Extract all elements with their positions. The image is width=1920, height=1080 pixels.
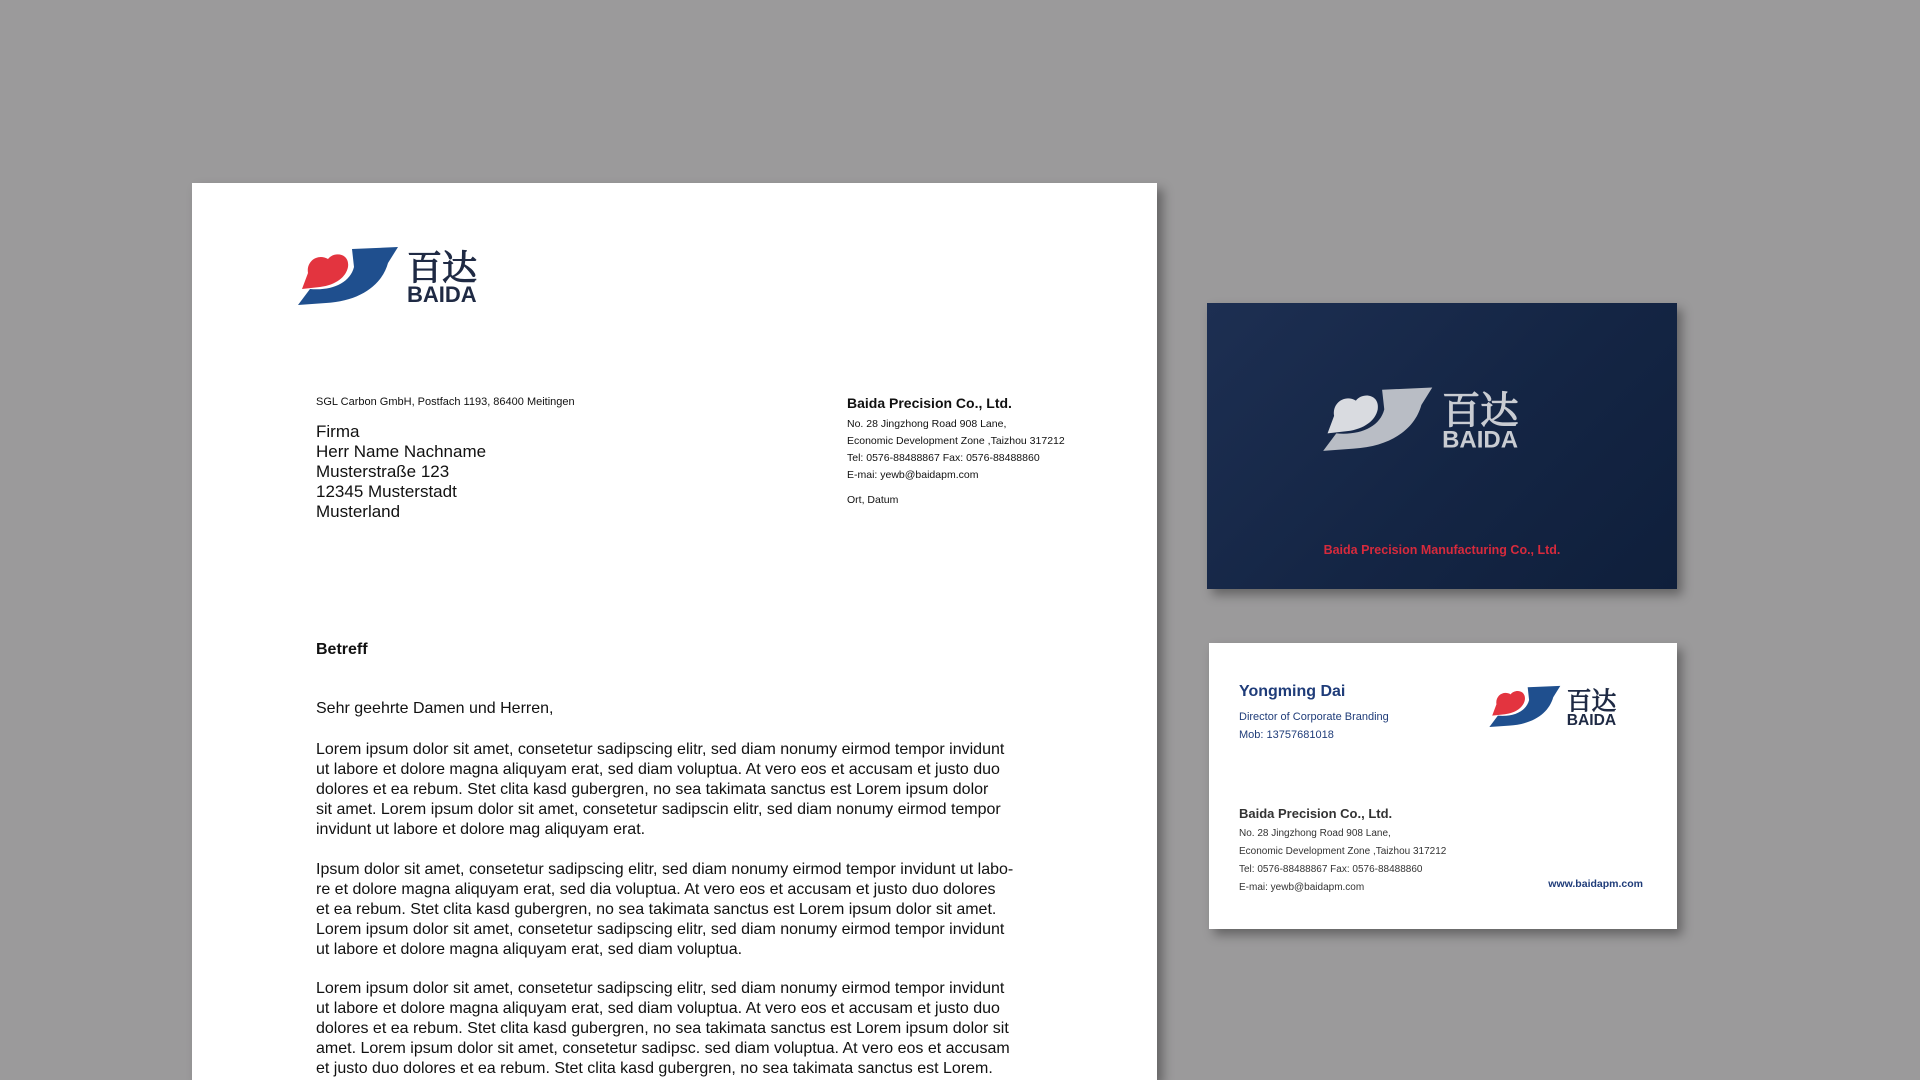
paragraph-line: dolores et ea rebum. Stet clita kasd gubergren, no sea takimata sanctus est Lorem ipsum dolor sit — [316, 1020, 1009, 1037]
paragraph-line: Ipsum dolor sit amet, consetetur sadipscing elitr, sed diam nonumy eirmod tempor invidunt ut labo- — [316, 861, 1014, 878]
paragraph-line: et ea rebum. Stet clita kasd gubergren, no sea takimata sanctus est Lorem ipsum dolor sit amet. — [316, 901, 997, 918]
letterhead-sheet — [192, 183, 1157, 1080]
person-name: Yongming Dai — [1239, 683, 1346, 700]
paragraph-line: Lorem ipsum dolor sit amet, consetetur sadipscing elitr, sed diam nonumy eirmod tempor invidunt — [316, 980, 1005, 997]
subject-heading: Betreff — [316, 641, 368, 658]
logo-en-text: BAIDA — [1566, 711, 1617, 727]
paragraph-line: re et dolore magna aliquyam erat, sed dia voluptua. At vero eos et accusam et justo duo dolores — [316, 881, 996, 898]
paragraph-line: amet. Lorem ipsum dolor sit amet, consetetur sadipsc. sed diam voluptua. At vero eos et accusam — [316, 1040, 1010, 1057]
baida-logo — [296, 243, 516, 305]
logo-cn-text: 百达 — [1566, 686, 1617, 716]
recipient-line: Herr Name Nachname — [316, 442, 487, 461]
logo-cn-text: 百达 — [1442, 389, 1519, 434]
card-tagline: Baida Precision Manufacturing Co., Ltd. — [1323, 543, 1561, 557]
paragraph-line: Lorem ipsum dolor sit amet, consetetur sadipscing elitr, sed diam nonumy eirmod tempor invidunt — [316, 921, 1005, 938]
company-email: E-mai: yewb@baidapm.com — [847, 469, 979, 481]
paragraph-line: ut labore et dolore magna aliquyam erat, sed diam voluptua. At vero eos et accusam et justo duo — [316, 761, 1000, 778]
paragraph-line: sit amet. Lorem ipsum dolor sit amet, consetetur sadipscin elitr, sed diam nonumy eirmod tempor — [316, 801, 1001, 818]
paragraph-line: ut labore et dolore magna aliquyam erat, sed diam voluptua. — [316, 941, 743, 958]
paragraph-line: et justo duo dolores et ea rebum. Stet clita kasd gubergren, no sea takimata sanctus est Lorem. — [316, 1060, 993, 1077]
recipient-line: Musterland — [316, 502, 401, 521]
company-info — [847, 395, 1065, 506]
paragraph-line: invidunt ut labore et dolore mag aliquyam erat. — [316, 821, 646, 838]
card-email: E-mai: yewb@baidapm.com — [1239, 882, 1365, 893]
recipient-address — [316, 422, 486, 522]
company-name: Baida Precision Co., Ltd. — [847, 395, 1012, 411]
card-website: www.baidapm.com — [1548, 878, 1643, 890]
company-address-line: No. 28 Jingzhong Road 908 Lane, — [847, 418, 1007, 430]
baida-logo-silver — [1321, 383, 1561, 451]
paragraph-line: dolores et ea rebum. Stet clita kasd gubergren, no sea takimata sanctus est Lorem ipsum dolor — [316, 781, 989, 798]
body-paragraph — [316, 860, 1056, 960]
baida-logo-small — [1487, 683, 1645, 727]
card-company-info — [1239, 806, 1446, 897]
recipient-line: Musterstraße 123 — [316, 462, 450, 481]
card-address-line: Economic Development Zone ,Taizhou 317212 — [1239, 846, 1447, 857]
place-date: Ort, Datum — [847, 494, 899, 506]
logo-cn-text: 百达 — [407, 249, 478, 289]
recipient-line: Firma — [316, 422, 360, 441]
card-address-line: No. 28 Jingzhong Road 908 Lane, — [1239, 828, 1391, 839]
person-mobile: Mob: 13757681018 — [1239, 729, 1334, 741]
paragraph-line: ut labore et dolore magna aliquyam erat, sed diam voluptua. At vero eos et accusam et justo duo — [316, 1000, 1000, 1017]
card-phone: Tel: 0576-88488867 Fax: 0576-88488860 — [1239, 864, 1423, 875]
company-address-line: Economic Development Zone ,Taizhou 317212 — [847, 435, 1065, 447]
business-card-front — [1207, 303, 1677, 589]
person-title: Director of Corporate Branding — [1239, 711, 1389, 723]
body-paragraph — [316, 740, 1056, 840]
logo-en-text: BAIDA — [1442, 426, 1519, 451]
paragraph-line: Lorem ipsum dolor sit amet, consetetur sadipscing elitr, sed diam nonumy eirmod tempor invidunt — [316, 741, 1005, 758]
recipient-line: 12345 Musterstadt — [316, 482, 457, 501]
body-paragraph — [316, 979, 1056, 1079]
sender-return-line: SGL Carbon GmbH, Postfach 1193, 86400 Meitingen — [316, 396, 575, 408]
business-card-back — [1209, 643, 1677, 929]
logo-en-text: BAIDA — [407, 282, 477, 305]
salutation: Sehr geehrte Damen und Herren, — [316, 700, 554, 717]
company-phone: Tel: 0576-88488867 Fax: 0576-88488860 — [847, 452, 1040, 464]
card-company-name: Baida Precision Co., Ltd. — [1239, 806, 1393, 821]
